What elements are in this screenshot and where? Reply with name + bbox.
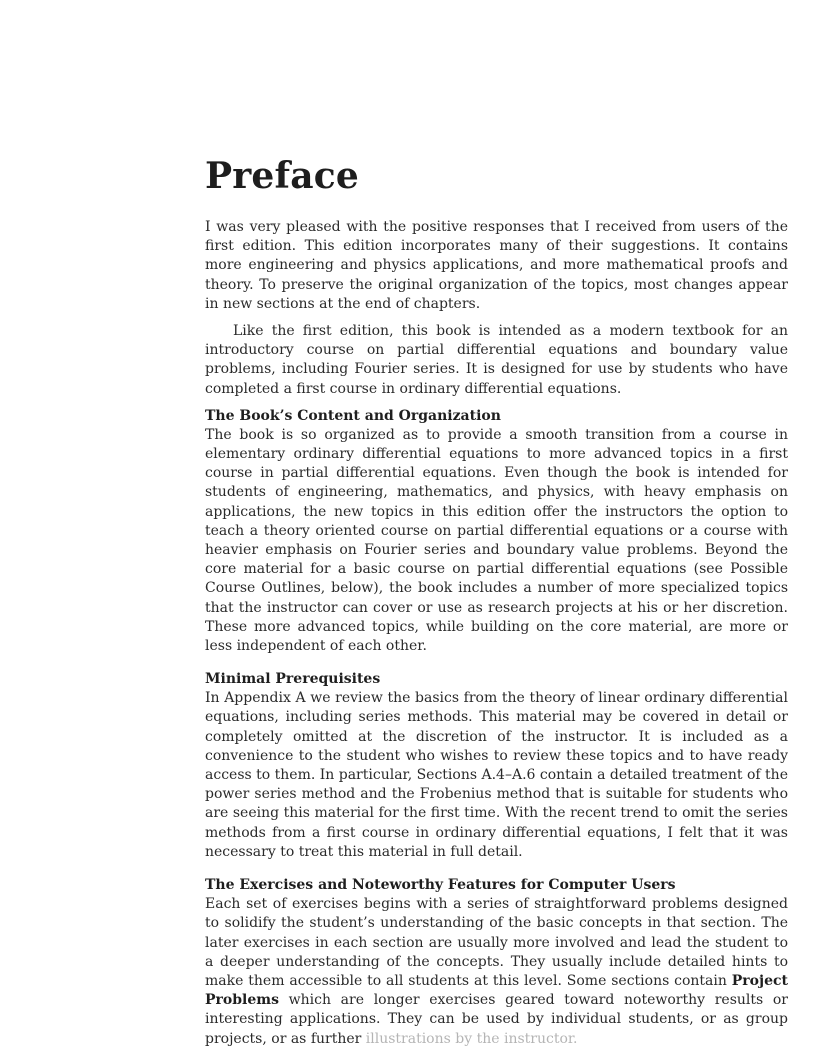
section-text-minimal-prerequisites: In Appendix A we review the basics from the theory of linear ordinary differential equations, including series methods. This material may be covered in detail or completely omitted at the discretion of the instructor. It is included as a convenience to the student who wishes to review these topics and to have ready access to them. In particular, Sections A.4–A.6 contain a detailed treatment of the power series method and the Frobenius method that is suitable for students who are seeing this material for the first time. With the recent trend to omit the series methods from a first course in ordinary differential equations, I felt that it was necessary to treat this material in full detail.: [205, 690, 788, 860]
project-problems-term: Project Problems: [205, 972, 788, 1009]
page-title: Preface: [205, 155, 359, 197]
intro-paragraph-1: I was very pleased with the positive responses that I received from users of the first edition. This edition incorporates many of their suggestions. It contains more engineering and physics applications, and more mathematical proofs and theory. To preserve the original organization of the topics, most changes appear in new sections at the end of chapters.: [205, 219, 788, 312]
section-heading-exercises: The Exercises and Noteworthy Features for Computer Users: [205, 877, 676, 894]
exercises-text-before: Each set of exercises begins with a series of straightforward problems designed to solidify the student’s understanding of the basic concepts in that section. The later exercises in each section are usually more involved and lead the student to a deeper understanding of the concepts. They usually include detailed hints to make them accessible to all students at this level. Some sections contain: [205, 896, 788, 989]
section-heading-minimal-prerequisites: Minimal Prerequisites: [205, 671, 381, 688]
section-text-content-organization: The book is so organized as to provide a smooth transition from a course in elementary ordinary differential equations to more advanced topics in a first course in partial differential equations. Even though the book is intended for students of engineering, mathematics, and physics, with heavy emphasis on applications, the new topics in this edition offer the instructors the option to teach a theory oriented course on partial differential equations or a course with heavier emphasis on Fourier series and boundary value problems. Beyond the core material for a basic course on partial differential equations (see Possible Course Outlines, below), the book includes a number of more specialized topics that the instructor can cover or use as research projects at his or her discretion. These more advanced topics, while building on the core material, are more or less independent of each other.: [205, 426, 788, 655]
section-text-exercises: [205, 895, 788, 1049]
preface-page: [205, 150, 788, 1049]
exercises-text-after: which are longer exercises geared toward noteworthy results or interesting applications. They can be used by individual students, or as group projects, or as further: [205, 992, 788, 1047]
intro-paragraph-2: Like the first edition, this book is intended as a modern textbook for an introductory course on partial differential equations and boundary value problems, including Fourier series. It is designed for use by students who have completed a first course in ordinary differential equations.: [205, 323, 788, 397]
section-heading-content-organization: The Book’s Content and Organization: [205, 407, 501, 424]
exercises-text-faded: illustrations by the instructor.: [365, 1030, 578, 1047]
